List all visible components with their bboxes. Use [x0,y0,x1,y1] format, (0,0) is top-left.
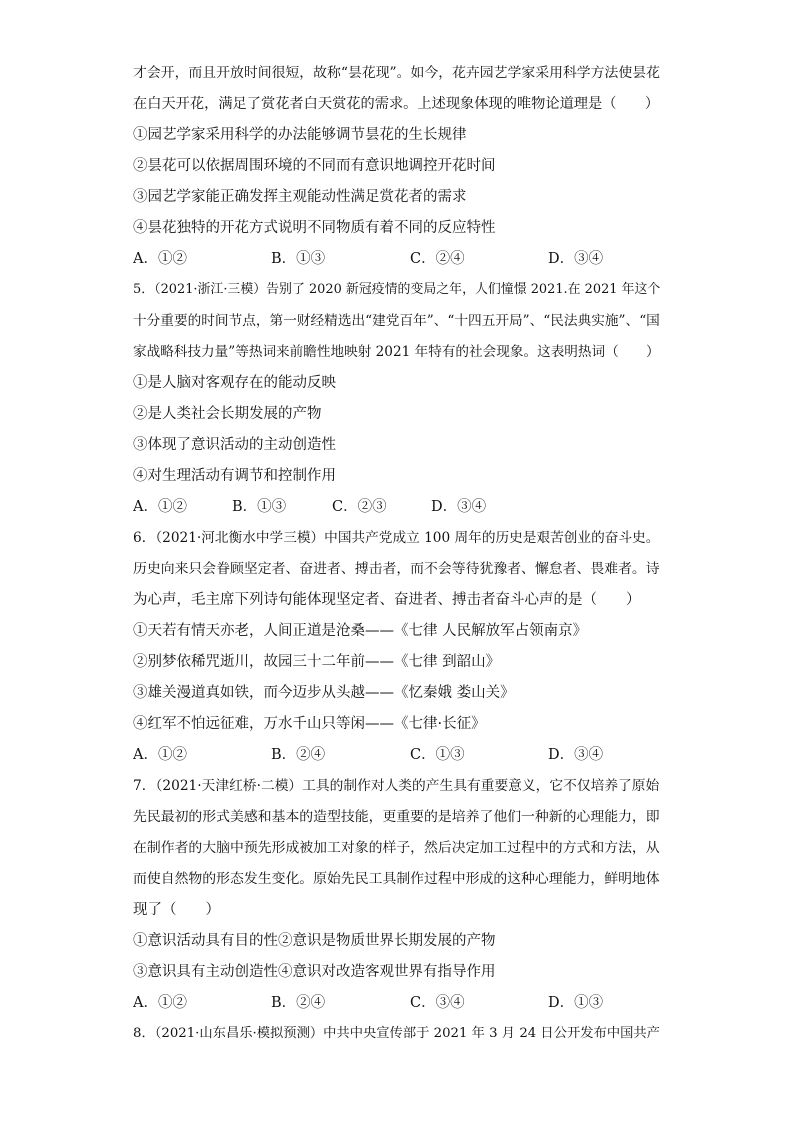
q6-option-b: B．②④ [271,747,326,763]
q5-stem-line-1: 5．（2021·浙江·三模）告别了 2020 新冠疫情的变局之年，人们憧憬 2021.在 2021 年这个 [133,282,661,297]
q7-option-d: D．①③ [548,995,604,1011]
q7-stem-line-4: 而使自然物的形态发生变化。原始先民工具制作过程中形成的这种心理能力，鲜明地体 [133,871,660,887]
q4-stem-line-2: 在白天开花，满足了赏花者白天赏花的需求。上述现象体现的唯物论道理是（ ） [133,96,660,112]
q6-statement-1: ①天若有情天亦老，人间正道是沧桑——《七律 人民解放军占领南京》 [133,623,588,639]
q4-option-c: C．②④ [410,251,465,267]
q6-option-c: C．①③ [410,747,465,763]
q5-option-d: D．③④ [431,499,487,515]
q7-option-a: A．①② [133,995,187,1011]
q4-statement-3: ③园艺学家能正确发挥主观能动性满足赏花者的需求 [133,189,467,205]
q6-option-d: D．③④ [548,747,604,763]
q8-stem-line-1: 8．（2021·山东昌乐·模拟预测）中共中央宣传部于 2021 年 3 月 24 日公开发布中国共产 [133,1026,660,1041]
q6-stem-line-1: 6．（2021·河北衡水中学三模）中国共产党成立 100 周年的历史是艰苦创业的奋斗史。 [133,530,660,546]
q5-option-b: B．①③ [232,499,287,515]
q6-statement-3: ③雄关漫道真如铁，而今迈步从头越——《忆秦娥 娄山关》 [133,685,515,701]
q6-stem-line-2: 历史向来只会眷顾坚定者、奋进者、搏击者，而不会等待犹豫者、懈怠者、畏难者。诗 [133,561,660,577]
q7-stem-line-3: 在制作者的大脑中预先形成被加工对象的样子，然后决定加工过程中的方式和方法，从 [133,840,660,856]
q7-stem-line-2: 先民最初的形式美感和基本的造型技能，更重要的是培养了他们一种新的心理能力，即 [133,809,660,825]
q5-option-c: C．②③ [332,499,387,515]
q7-option-c: C．③④ [410,995,465,1011]
q5-statement-1: ①是人脑对客观存在的能动反映 [133,375,336,391]
q4-statement-1: ①园艺学家采用科学的办法能够调节昙花的生长规律 [133,127,467,143]
q7-statements-1-2: ①意识活动具有目的性②意识是物质世界长期发展的产物 [133,933,496,949]
q6-stem-line-3: 为心声，毛主席下列诗句能体现坚定者、奋进者、搏击者奋斗心声的是（ ） [133,592,641,608]
q5-statement-2: ②是人类社会长期发展的产物 [133,406,322,422]
q7-stem-line-1: 7．（2021·天津红桥·二模）工具的制作对人类的产生具有重要意义，它不仅培养了原始 [133,778,660,794]
q7-option-b: B．②④ [271,995,326,1011]
q5-statement-4: ④对生理活动有调节和控制作用 [133,468,336,484]
q6-statement-2: ②别梦依稀咒逝川，故园三十二年前——《七律 到韶山》 [133,654,501,670]
q5-option-a: A．①② [133,499,187,515]
q4-statement-4: ④昙花独特的开花方式说明不同物质有着不同的反应特性 [133,220,496,236]
q6-option-a: A．①② [133,747,187,763]
q5-statement-3: ③体现了意识活动的主动创造性 [133,437,336,453]
q7-statements-3-4: ③意识具有主动创造性④意识对改造客观世界有指导作用 [133,964,496,980]
q5-stem-line-3: 家战略科技力量”等热词来前瞻性地映射 2021 年特有的社会现象。这表明热词（ ） [133,344,660,360]
q6-statement-4: ④红军不怕远征难，万水千山只等闲——《七律·长征》 [133,716,486,732]
q4-option-a: A．①② [133,251,187,267]
q7-stem-line-5: 现了（ ） [133,902,220,918]
q4-stem-line-1: 才会开，而且开放时间很短，故称“昙花现”。如今，花卉园艺学家采用科学方法使昙花 [133,65,660,81]
q5-stem-line-2: 十分重要的时间节点，第一财经精选出“建党百年”、“十四五开局”、“民法典实施”、“国 [133,313,660,329]
q4-statement-2: ②昙花可以依据周围环境的不同而有意识地调控开花时间 [133,158,496,174]
q4-option-d: D．③④ [548,251,604,267]
q4-option-b: B．①③ [271,251,326,267]
